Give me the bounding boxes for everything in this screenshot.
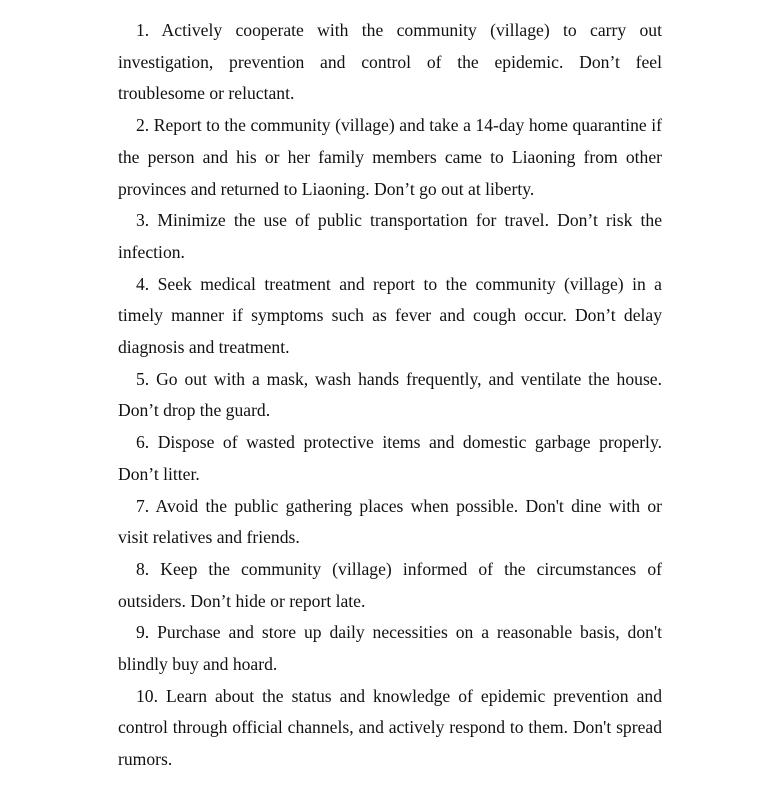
list-item-5: 5. Go out with a mask, wash hands frequently, and ventilate the house. Don’t drop the guard. (118, 368, 662, 421)
list-item-9: 9. Purchase and store up daily necessities on a reasonable basis, don't blindly buy and hoard. (118, 622, 662, 675)
list-item-10: 10. Learn about the status and knowledge of epidemic prevention and control through official channels, and actively respond to them. Don't spread rumors. (118, 685, 662, 770)
list-item-1: 1. Actively cooperate with the community (village) to carry out investigation, prevention and control of the epidemic. Don’t feel troublesome or reluctant. (118, 20, 662, 104)
list-item-3: 3. Minimize the use of public transportation for travel. Don’t risk the infection. (118, 210, 662, 262)
list-item-8: 8. Keep the community (village) informed of the circumstances of outsiders. Don’t hide or report late. (118, 558, 662, 611)
list-item-4: 4. Seek medical treatment and report to the community (village) in a timely manner if symptoms such as fever and cough occur. Don’t delay diagnosis and treatment. (118, 273, 662, 358)
list-item-6: 6. Dispose of wasted protective items and domestic garbage properly. Don’t litter. (118, 432, 662, 484)
list-item-2: 2. Report to the community (village) and take a 14-day home quarantine if the person and his or her family members came to Liaoning from other provinces and returned to Liaoning. Don’t go out at liberty. (118, 115, 662, 199)
document-body (118, 15, 662, 776)
list-item-7: 7. Avoid the public gathering places when possible. Don't dine with or visit relatives and friends. (118, 495, 662, 548)
